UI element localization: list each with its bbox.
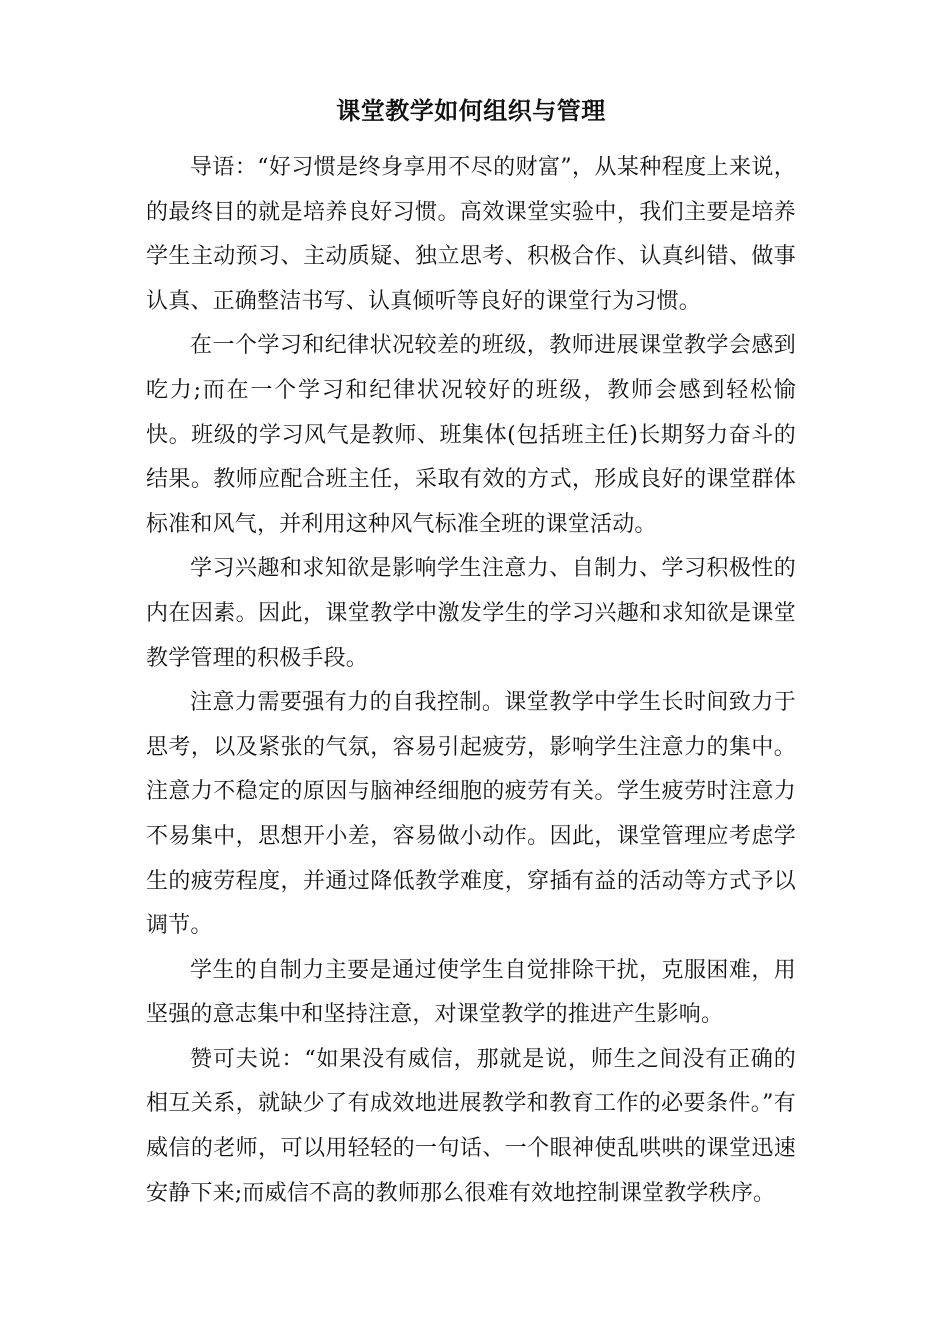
paragraph-authority: 赞可夫说：“如果没有威信，那就是说，师生之间没有正确的相互关系，就缺少了有成效地进展教学和教育工作的必要条件。”有威信的老师，可以用轻轻的一句话、一个眼神使乱哄哄的课堂迅速安静下来;而威信不高的教师那么很难有效地控制课堂教学秩序。 xyxy=(146,1046,796,1206)
document-body xyxy=(146,92,796,1216)
paragraph-intro: 导语：“好习惯是终身享用不尽的财富”，从某种程度上来说，的最终目的就是培养良好习惯。高效课堂实验中，我们主要是培养学生主动预习、主动质疑、独立思考、积极合作、认真纠错、做事认真、正确整洁书写、认真倾听等良好的课堂行为习惯。 xyxy=(146,155,796,314)
paragraph-class-discipline: 在一个学习和纪律状况较差的班级，教师进展课堂教学会感到吃力;而在一个学习和纪律状况较好的班级，教师会感到轻松愉快。班级的学习风气是教师、班集体(包括班主任)长期努力奋斗的结果。教师应配合班主任，采取有效的方式，形成良好的课堂群体标准和风气，并利用这种风气标准全班的课堂活动。 xyxy=(146,333,796,537)
document-title: 课堂教学如何组织与管理 xyxy=(336,97,606,125)
paragraph-attention: 注意力需要强有力的自我控制。课堂教学中学生长时间致力于思考，以及紧张的气氛，容易引起疲劳，影响学生注意力的集中。注意力不稳定的原因与脑神经细胞的疲劳有关。学生疲劳时注意力不易集中，思想开小差，容易做小动作。因此，课堂管理应考虑学生的疲劳程度，并通过降低教学难度，穿插有益的活动等方式予以调节。 xyxy=(146,690,796,939)
paragraph-interest: 学习兴趣和求知欲是影响学生注意力、自制力、学习积极性的内在因素。因此，课堂教学中激发学生的学习兴趣和求知欲是课堂教学管理的积极手段。 xyxy=(146,556,796,671)
paragraph-self-control: 学生的自制力主要是通过使学生自觉排除干扰，克服困难，用坚强的意志集中和坚持注意，对课堂教学的推进产生影响。 xyxy=(146,957,796,1028)
